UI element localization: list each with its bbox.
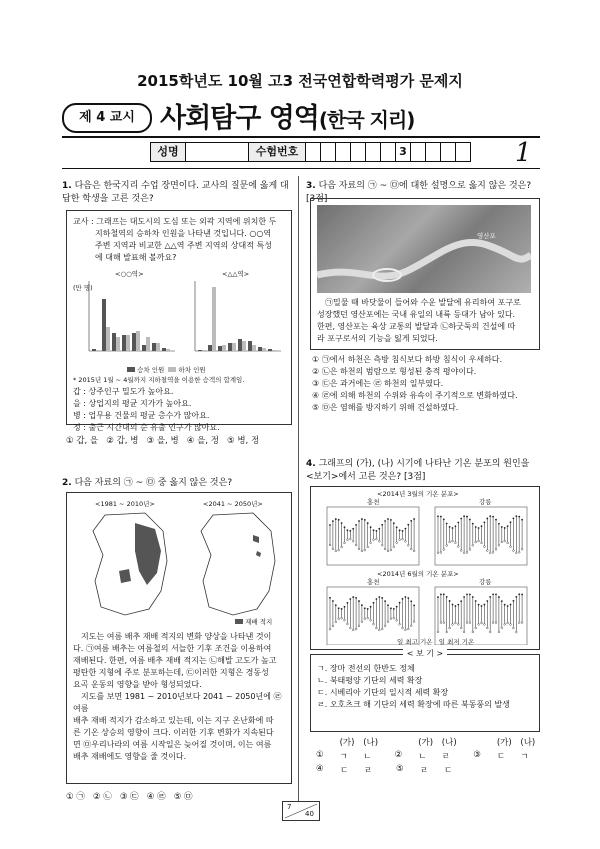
q4-city-left: 홍천: [367, 498, 380, 506]
exam-no-box[interactable]: [306, 142, 321, 162]
river-shape: [317, 205, 531, 293]
header-rule-2: [62, 168, 540, 169]
q2-line: 다. ㉠여름 배추는 여름철의 서늘한 기후 조건을 이용하여: [73, 644, 272, 653]
q4-choices: [316, 736, 538, 776]
exam-no-box[interactable]: [411, 142, 426, 162]
header-rule: [62, 136, 540, 138]
exam-title: 2015학년도 10월 고3 전국연합학력평가 문제지: [137, 72, 463, 90]
bar-alighting: [116, 337, 120, 351]
bar-boarding: [122, 335, 126, 351]
q3-box: [310, 198, 540, 350]
q4-legend-1: 일 최저 기온: [438, 638, 475, 646]
q1-chart-left-title: <○○역>: [115, 270, 144, 278]
bar-boarding: [208, 345, 212, 351]
subject-main: 사회탐구 영역: [160, 103, 319, 134]
q4-chart-box: [310, 486, 540, 650]
q1-chart-right-title: <△△역>: [222, 270, 250, 278]
q3-number: 3.: [306, 181, 316, 191]
q2-line: 면 ㉤우리나라의 여름 시작일은 늦어질 것이며, 이는 여름: [73, 740, 272, 749]
q1-legend-0: 승차 인원: [137, 366, 165, 374]
bar-alighting: [262, 348, 266, 351]
name-label: 성명: [150, 142, 186, 162]
q2-line: 지도는 여름 배추 재배 적지의 변화 양상을 나타낸 것이: [81, 632, 272, 641]
q3-caption-line: 라 포구로서의 기능을 잃게 되었다.: [317, 334, 438, 343]
q2-line: 배추 재배 적지가 감소하고 있는데, 이는 지구 온난화에 따: [73, 716, 274, 725]
q4-choices-header: (가) (나) (가) (나) (가) (나): [339, 738, 536, 748]
bogi-box: [310, 649, 540, 732]
q1-stem-text: 다음은 한국지리 수업 장면이다. 교사의 질문에 옳게 대답한 학생을 고른 것은?: [62, 181, 289, 204]
q1-number: 1.: [62, 181, 72, 191]
exam-no-digit: 3: [396, 142, 411, 162]
q3-caption-line: 한편, 영산포는 육상 교통의 발달과 ㉡하굿둑의 건설에 따: [317, 322, 516, 331]
q1-legend: [127, 365, 206, 374]
bar-boarding: [248, 341, 252, 351]
q1-answer: 갑 : 상주인구 밀도가 높아요.: [73, 387, 174, 396]
q1-teacher-line: 지하철역의 승하차 인원을 나타낸 것입니다. ○○역: [95, 229, 272, 238]
q3-choice[interactable]: ② ㉡은 하천의 범람으로 형성된 충적 평야이다.: [312, 367, 477, 376]
q2-line: 재배된다. 한편, 여름 배추 재배 적지는 ㉡해발 고도가 높고: [73, 656, 277, 665]
exam-no-label: 수험번호: [249, 142, 306, 162]
subject-title: [160, 96, 414, 135]
q3-caption-line: ㉠밀물 때 바닷물이 들어와 수운 발달에 유리하여 포구로: [325, 298, 521, 307]
legend-swatch-light: [168, 367, 176, 372]
name-field[interactable]: [186, 142, 249, 162]
q2-legend: [235, 617, 272, 626]
q1-answers: [73, 386, 287, 434]
q4-city-left-2: 홍천: [367, 578, 380, 586]
q1-teacher-line: 에 대해 발표해 볼까요?: [95, 253, 177, 262]
q2-line: 배추 재배에도 영향을 줄 것이다.: [73, 752, 187, 761]
q2-maps: [75, 511, 285, 619]
q1-answer: 병 : 업무용 건물의 평균 층수가 많아요.: [73, 411, 210, 420]
column-divider: [298, 176, 299, 801]
bogi-item: ㄷ. 시베리아 기단의 일시적 세력 확장: [317, 688, 449, 697]
bogi-item: ㄹ. 오호츠크 해 기단의 세력 확장에 따른 북동풍의 발생: [317, 700, 510, 709]
q4-chart2-title: <2014년 6월의 기온 분포>: [377, 570, 459, 578]
bar-alighting: [96, 350, 100, 351]
bar-alighting: [106, 327, 110, 351]
q3-choice[interactable]: ⑤ ㉤은 염해를 방지하기 위해 건설하였다.: [312, 403, 459, 412]
q3-choice[interactable]: ④ ㉣에 의해 하천의 수위와 유속이 주기적으로 변화하였다.: [312, 391, 518, 400]
bar-alighting: [222, 345, 226, 351]
q1-legend-1: 하차 인원: [178, 366, 206, 374]
bar-boarding: [268, 349, 272, 351]
bar-boarding: [132, 333, 136, 351]
q3-choice[interactable]: ① ㉠에서 하천은 측방 침식보다 하방 침식이 우세하다.: [312, 355, 503, 364]
bogi-title: < 보 기 >: [311, 648, 539, 660]
subject-sub: (한국 지리): [318, 108, 415, 132]
exam-no-box[interactable]: [426, 142, 441, 162]
bar-boarding: [92, 349, 96, 351]
q4-stem-text: 그래프의 (가), (나) 시기에 나타난 기온 분포의 원인을 <보기>에서 고른 것은? [3점]: [306, 459, 530, 482]
bar-alighting: [166, 349, 170, 351]
q2-choices[interactable]: ① ㉠ ② ㉡ ③ ㉢ ④ ㉣ ⑤ ㉤: [66, 792, 193, 802]
q1-chart: [71, 277, 287, 365]
q1-box: [66, 210, 292, 432]
bogi-item: ㄱ. 장마 전선의 한반도 정체: [317, 664, 415, 673]
q1-unit: (만 명): [73, 284, 93, 292]
q3-choice[interactable]: ③ ㉢은 과거에는 ㉣ 하천의 일부였다.: [312, 379, 444, 388]
q2-line: 요곡 운동의 영향을 받아 형성되었다.: [73, 680, 202, 689]
q1-teacher: [73, 216, 287, 264]
bar-alighting: [146, 337, 150, 351]
q2-line: 른 기온 상승의 영향이 크다. 이러한 기후 변화가 지속된다: [73, 728, 274, 737]
q4-choice-row[interactable]: ④ ㄷ ㄹ ⑤ ㄹ ㄷ: [316, 764, 453, 776]
bar-boarding: [228, 343, 232, 351]
legend-swatch: [235, 619, 243, 624]
exam-no-box[interactable]: [381, 142, 396, 162]
q3-choices: [312, 354, 538, 414]
q3-caption: [317, 297, 533, 345]
q1-answer: 정 : 출근 시간대의 순 유출 인구가 많아요.: [73, 423, 220, 432]
q3-photo-label: 영산포: [477, 232, 496, 240]
bar-alighting: [252, 345, 256, 351]
q4-city-right-2: 강릉: [479, 578, 492, 586]
bar-boarding: [198, 350, 202, 351]
q2-box: [66, 492, 292, 784]
q3-stem-text: 다음 자료의 ㉠ ~ ㉤에 대한 설명으로 옳지 않은 것은? [3점]: [306, 181, 532, 204]
id-bar: [150, 142, 471, 162]
q2-map-left-title: <1981 ~ 2010년>: [95, 500, 155, 508]
q4-chart1-title: <2014년 3월의 기온 분포>: [377, 490, 459, 498]
q2-map-right-title: <2041 ~ 2050년>: [203, 500, 263, 508]
bar-alighting: [202, 350, 206, 351]
period-badge: 제 4 교시: [62, 103, 152, 133]
bar-alighting: [126, 335, 130, 351]
bar-boarding: [238, 339, 242, 351]
bar-boarding: [102, 299, 106, 351]
bar-boarding: [218, 346, 222, 351]
page-total: 40: [305, 810, 314, 818]
bar-alighting: [136, 331, 140, 351]
q1-teacher-line: 주변 지역과 비교한 △△역 주변 지역의 상대적 특성: [95, 241, 272, 250]
q4-legend: [397, 637, 474, 646]
bar-boarding: [152, 343, 156, 351]
exam-no-box[interactable]: [366, 142, 381, 162]
bar-boarding: [112, 333, 116, 351]
bar-alighting: [272, 350, 276, 351]
bar-boarding: [162, 348, 166, 351]
q4-temp-charts: [315, 505, 535, 645]
page-counter: [282, 801, 320, 821]
korea-map-left: [93, 513, 167, 615]
q1-stem: [62, 180, 290, 206]
bar-alighting: [242, 341, 246, 351]
bar-alighting: [232, 343, 236, 351]
q4-legend-0: 일 최고 기온: [397, 638, 433, 646]
bogi-item: ㄴ. 북태평양 기단의 세력 확장: [317, 676, 423, 685]
q2-legend-text: 재배 적지: [245, 618, 273, 626]
exam-no-box[interactable]: [441, 142, 456, 162]
q1-note: * 2015년 1월 ~ 4월까지 지하철역을 이용한 승객의 합계임.: [73, 376, 245, 384]
page-current: 7: [287, 803, 292, 811]
page-number: 1: [515, 138, 532, 168]
q3-caption-line: 성장했던 영산포에는 국내 유일의 내륙 등대가 남아 있다.: [317, 310, 516, 319]
exam-no-box[interactable]: [336, 142, 351, 162]
korea-map-right: [201, 513, 275, 615]
q2-stem: [62, 477, 290, 490]
exam-no-box[interactable]: [456, 142, 471, 162]
q4-number: 4.: [306, 459, 316, 469]
bogi-list: [317, 663, 535, 711]
q1-choices[interactable]: ① 갑, 을 ② 갑, 병 ③ 을, 병 ④ 을, 정 ⑤ 병, 정: [66, 436, 260, 446]
q2-stem-text: 다음 자료의 ㉠ ~ ㉤ 중 옳지 않은 것은?: [74, 478, 233, 488]
bar-alighting: [156, 343, 160, 351]
q1-answer: 을 : 상업지의 평균 지가가 높아요.: [73, 399, 192, 408]
bar-boarding: [258, 347, 262, 351]
legend-swatch-dark: [127, 367, 135, 372]
bar-boarding: [142, 345, 146, 351]
bar-alighting: [212, 287, 216, 351]
q2-number: 2.: [62, 478, 72, 488]
q4-choice-row[interactable]: ① ㄱ ㄴ ② ㄴ ㄹ ③ ㄷ ㄱ: [316, 750, 529, 762]
q1-teacher-line: 교사 : 그래프는 대도시의 도심 또는 외곽 지역에 위치한 두: [73, 217, 277, 226]
q2-body: [73, 631, 287, 763]
q4-stem: [306, 458, 538, 484]
exam-no-box[interactable]: [351, 142, 366, 162]
exam-no-box[interactable]: [321, 142, 336, 162]
q2-line: 평탄한 지형에 주로 분포하는데, ㉢이러한 지형은 경동성: [73, 668, 269, 677]
q4-city-right: 강릉: [479, 498, 492, 506]
aerial-photo: [317, 205, 531, 293]
q2-line: 지도를 보면 1981 ~ 2010년보다 2041 ~ 2050년에 ㉣여름: [73, 692, 282, 713]
